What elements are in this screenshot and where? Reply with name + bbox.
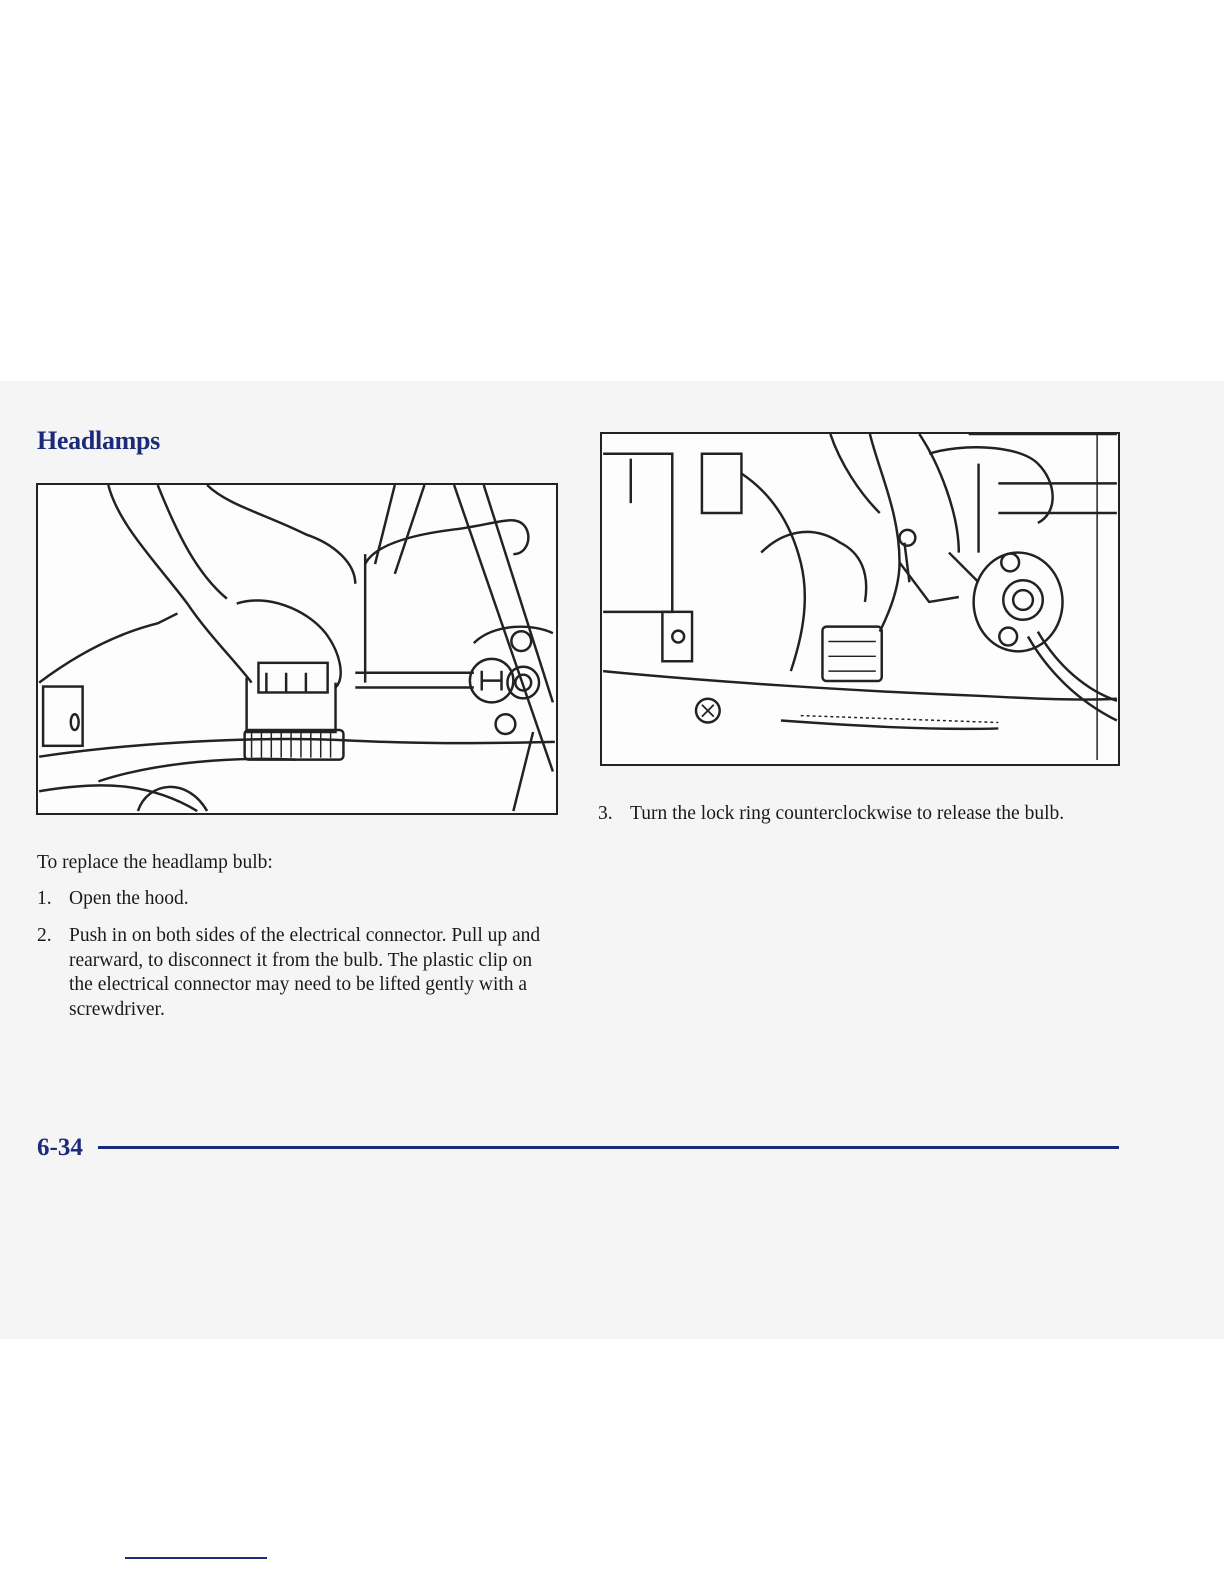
step-number: 2.	[37, 925, 52, 946]
footer-rule	[98, 1146, 1119, 1149]
step-number: 3.	[598, 803, 613, 824]
step-text: Turn the lock ring counterclockwise to release the bulb.	[630, 803, 1065, 824]
lock-ring-illustration	[600, 432, 1120, 766]
page-number: 6-34	[37, 1134, 83, 1161]
headlamp-connector-illustration	[36, 483, 558, 815]
step-1	[37, 887, 557, 912]
step-2	[37, 924, 557, 1022]
bottom-rule	[125, 1557, 267, 1559]
intro-text: To replace the headlamp bulb:	[37, 852, 273, 873]
step-3	[598, 802, 1068, 827]
section-title: Headlamps	[37, 426, 160, 455]
step-text: Push in on both sides of the electrical connector. Pull up and rearward, to disconnect it from the bulb. The plastic clip on the electrical connector may need to be lifted gently with a screwdriver.	[69, 925, 541, 1020]
step-number: 1.	[37, 888, 52, 909]
step-text: Open the hood.	[69, 888, 189, 909]
